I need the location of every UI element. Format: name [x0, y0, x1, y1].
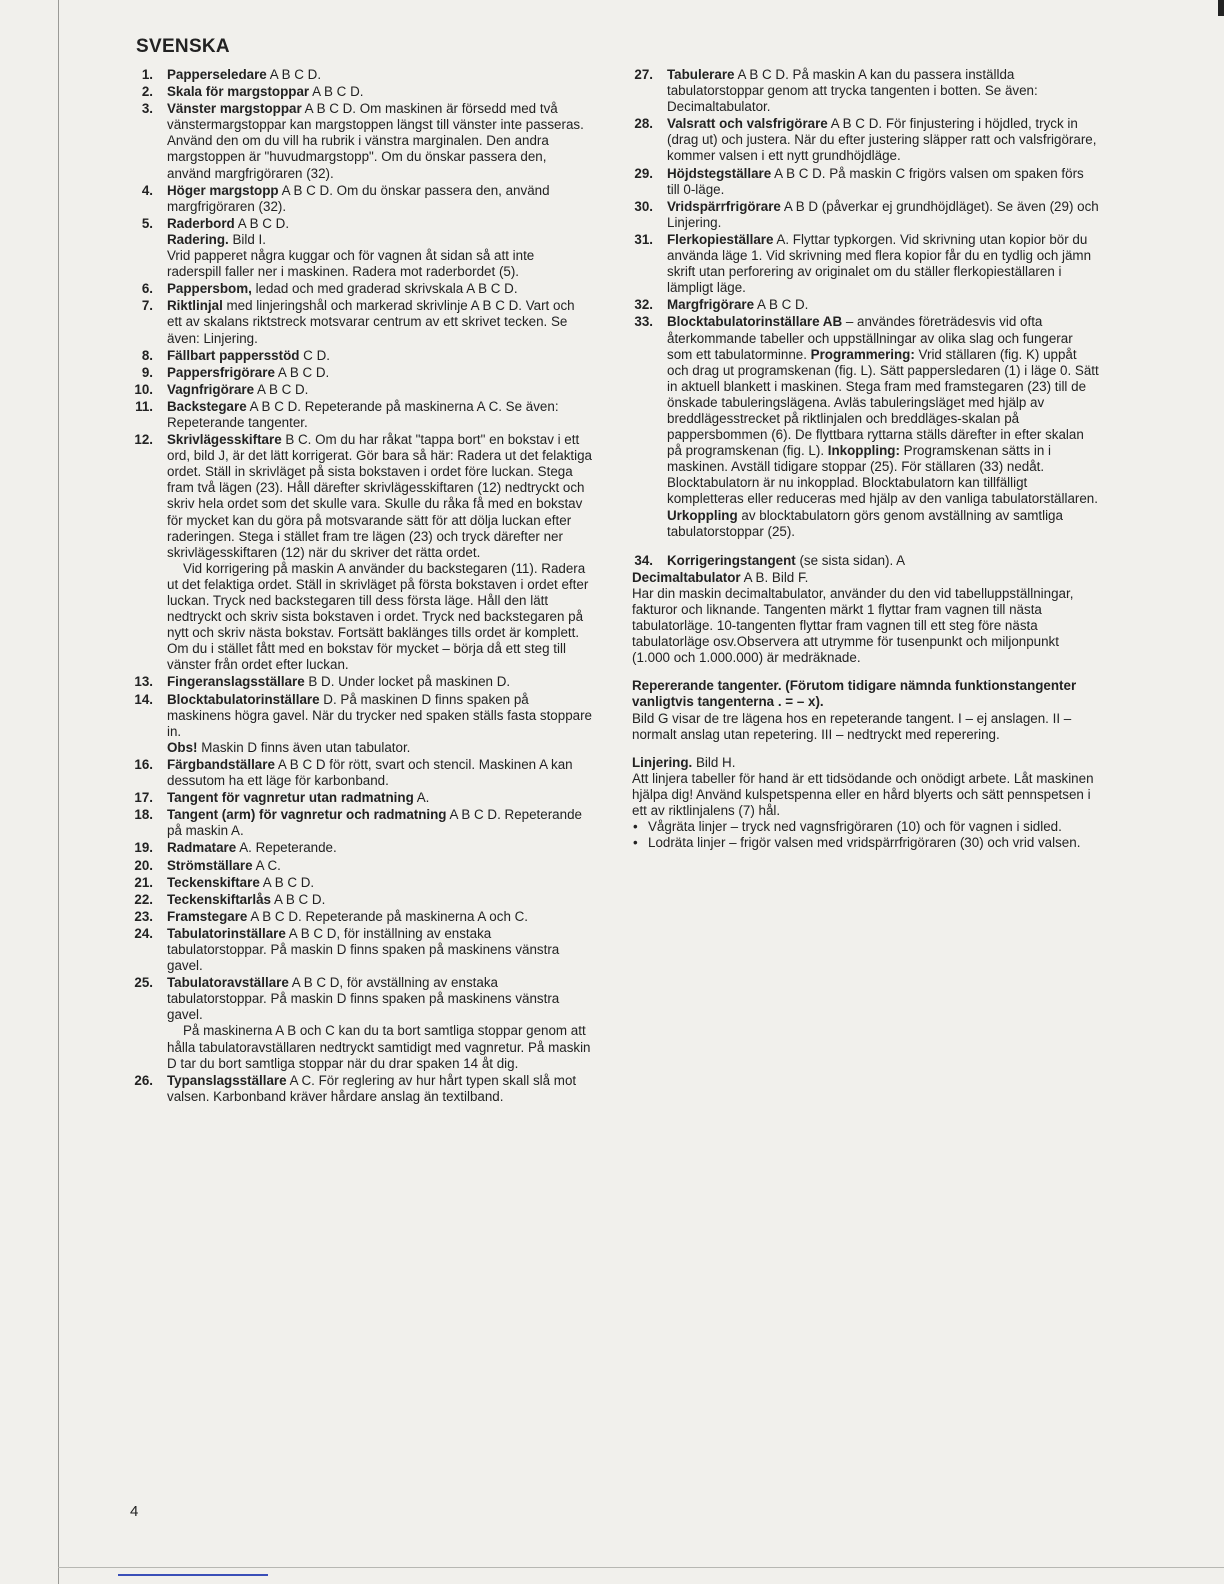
item-number: 22. [134, 891, 153, 907]
item-number: 9. [141, 364, 153, 380]
section-term: Linjering. [632, 754, 693, 770]
item-text: B C. Om du har råkat "tappa bort" en bokstav i ett ord, bild J, är det lätt korrigerat. Gör bara så här: Radera ut det felaktiga ordet. Ställ in skrivläget på sista bokstaven i ordet före luckan. Stega fram två lägen (23). Håll därefter skrivlägesskiftaren (12) nedtryckt och skriv hela ordet som det skulle vara. Skulle du råka få med en bokstav för mycket kan du göra på motsvarande sätt för att dölja luckan efter raderingen. Stega i stället fram tre lägen (23) och tryck därefter ner skrivlägesskiftaren (12) när du skriver det rätta ordet. [167, 432, 592, 560]
item-text: C D. [299, 347, 330, 363]
repeat-body: Bild G visar de tre lägena hos en repeterande tangent. I – ej anslagen. II – normalt anslag utan repetering. III – nedtryckt med reperering. [632, 710, 1072, 742]
item-term: Vänster margstoppar [167, 101, 302, 117]
item-term: Tangent för vagnretur utan radmatning [167, 790, 414, 806]
list-item [132, 183, 592, 215]
lining-body: Att linjera tabeller för hand är ett tidsödande och onödigt arbete. Låt maskinen hjälpa dig! Använd kulspetspenna eller en hård blyerts och sätt pennspetsen i ett av riktlinjalens (7) hål. [632, 770, 1094, 819]
item-number: 5. [141, 215, 153, 231]
indented-paragraph: Vid korrigering på maskin A använder du backstegaren (11). Radera ut det felaktiga ordet. Ställ in skrivläget på första bokstaven i ordet efter luckan. Tryck ned backstegaren till dess första läge. Håll den lätt nedtryckt och skriv sista bokstaven i ordet. Tryck ned backstegaren på nytt och skriv nästa bokstav. Fortsätt baklänges tills ordet är komplett. Om du i stället fått med en bokstav för mycket – börja då ett steg till vänster från ordet efter luckan. [167, 560, 589, 673]
scan-edge-left [58, 0, 59, 1584]
list-item [132, 216, 592, 280]
item-text: A B C D. [266, 67, 322, 82]
list-item [132, 67, 592, 83]
item-number: 24. [134, 925, 153, 941]
item-term: Raderbord [167, 215, 235, 231]
bullet-item [632, 819, 1100, 835]
item-text: A B C D. Repeterande på maskinerna A C. Se även: Repeterande tangenter. [167, 398, 559, 430]
item-number: 18. [134, 807, 153, 823]
list-item [632, 314, 1100, 539]
item-term: Pappersfrigörare [167, 364, 275, 380]
sub-term: Obs! [167, 739, 198, 755]
item-term: Inkoppling: [827, 443, 900, 459]
bullet-text: Lodräta linjer – frigör valsen med vridspärrfrigöraren (30) och vrid valsen. [648, 835, 1081, 851]
item-term: Höjdstegställare [667, 165, 772, 181]
item-term: Pappersbom, [167, 281, 252, 297]
item-number: 19. [134, 840, 153, 856]
item-number: 34. [634, 552, 653, 568]
item-text: med linjeringshål och markerad skrivlinje A B C D. Vart och ett av skalans riktstreck motsvarar centrum av ett skrivet tecken. Se även: Linjering. [167, 298, 575, 346]
item-number: 27. [634, 67, 653, 82]
item-text: av blocktabulatorn görs genom avställning av samtliga tabulatorstoppar (25). [667, 507, 1063, 539]
item-number: 31. [634, 231, 653, 247]
list-item [132, 674, 592, 690]
list-item [632, 166, 1100, 198]
item-text: A C. [252, 857, 281, 873]
item-number: 13. [134, 674, 153, 690]
item-text: ledad och med graderad skrivskala A B C D. [251, 281, 518, 297]
page-number: 4 [130, 1503, 139, 1520]
item-term: Flerkopieställare [667, 231, 774, 247]
item-term: Radmatare [167, 840, 237, 856]
item-number: 30. [634, 198, 653, 214]
item-term: Vagnfrigörare [167, 381, 255, 397]
list-item [132, 298, 592, 346]
list-item [132, 432, 592, 673]
item-term: Urkoppling [667, 507, 738, 523]
list-item [632, 232, 1100, 296]
item-term: Teckenskiftare [167, 874, 260, 890]
list-item [132, 348, 592, 364]
section-term: Decimaltabulator [632, 569, 741, 585]
item-text: A B C D. [234, 215, 290, 231]
list-item [132, 892, 592, 908]
sub-term: Radering. [167, 231, 229, 247]
item-number: 2. [141, 84, 153, 100]
list-item [632, 297, 1100, 313]
item-number: 21. [134, 874, 153, 890]
item-term: Tangent (arm) för vagnretur och radmatning [167, 807, 447, 823]
item-number: 4. [141, 182, 153, 198]
bullet-icon: • [633, 835, 638, 851]
page-edge-mark [1218, 0, 1224, 16]
decimal-body: Har din maskin decimaltabulator, använder du den vid tabelluppställningar, fakturor och liknande. Tangenten märkt 1 flyttar fram vagnen till nästa tabulatorläge. 10-tangenten flyttar fram vagnen till ett steg före nästa tabulatorläge osv.Observera att utrymme för tusenpunkt och miljonpunkt (1.000 och 1.000.000) är medräknade. [632, 585, 1074, 666]
item-number: 8. [141, 347, 153, 363]
item-text: B D. Under locket på maskinen D. [304, 674, 511, 690]
item-text: Programskenan sätts in i maskinen. Avställ tidigare stoppar (25). För ställaren (33) nedåt. Blocktabulatorn är nu inkopplad. Blocktabulatorn kan tillfälligt kompletteras eller reduceras med hjälp av den vanliga tabulatorställaren. [667, 443, 1098, 507]
item-text: A B C D. Om maskinen är försedd med två vänstermargstoppar kan margstoppen längst till vänster inte passeras. Använd den om du vill ha rubrik i vänstra marginalen. Den andra margstoppen är "huvudmargstopp". Om du önskar passera den, använd margfrigöraren (32). [167, 101, 584, 181]
item-number: 6. [141, 281, 153, 297]
item-text: A B C D. Om du önskar passera den, använd margfrigöraren (32). [167, 182, 550, 214]
list-item [632, 553, 1100, 569]
section-text: A B. Bild F. [740, 569, 809, 585]
list-item [132, 858, 592, 874]
decimal-section [632, 570, 1100, 586]
item-text: A. Repeterande. [236, 840, 337, 856]
item-term: Skala för margstoppar [167, 84, 310, 100]
item-text: A B C D. [270, 891, 326, 907]
item-term: Blocktabulatorinställare AB [667, 314, 843, 330]
item-term: Skrivlägesskiftare [167, 432, 282, 448]
item-text: A B C D. På maskin C frigörs valsen om spaken förs till 0-läge. [667, 165, 1084, 197]
list-item [132, 281, 592, 297]
item-term: Backstegare [167, 398, 247, 414]
list-item [132, 790, 592, 806]
item-text: A B C D för rött, svart och stencil. Maskinen A kan dessutom ha ett läge för karbonband. [167, 756, 573, 789]
list-item [132, 365, 592, 381]
scan-edge-bottom [58, 1567, 1224, 1568]
item-term: Valsratt och valsfrigörare [667, 116, 828, 132]
item-term: Margfrigörare [667, 297, 755, 313]
list-item [132, 909, 592, 925]
item-term: Tabulatoravställare [167, 975, 289, 991]
item-text: A B D (påverkar ej grundhöjdläget). Se även (29) och Linjering. [667, 198, 1099, 230]
item-number: 33. [634, 314, 653, 330]
item-text: Vrid ställaren (fig. K) uppåt och drag ut programskenan (fig. L). Sätt pappersledaren (1) i läge 0. Sätt in aktuell blankett i maskinen. Stega fram med framstegaren (23) till de önskade tabuleringslägena. Avläs tabuleringsläget med hjälp av breddlägesstrecket på riktlinjalen och breddläges-skalan på pappersbommen (6). De flyttbara ryttarna ställs därefter in efter skalan på programskenan (fig. L). [667, 346, 1099, 459]
list-item [132, 692, 592, 756]
item-number: 20. [134, 857, 153, 873]
sub-text: Maskin D finns även utan tabulator. [197, 739, 411, 755]
list-item [632, 199, 1100, 231]
item-number: 10. [134, 381, 153, 397]
indented-paragraph: På maskinerna A B och C kan du ta bort samtliga stoppar genom att hålla tabulatoravställaren nedtryckt samtidigt med vagnretur. På maskin D tar du bort samtliga stoppar när du drar spaken 14 åt dig. [167, 1023, 591, 1071]
item-text: A B C D, för avställning av enstaka tabulatorstoppar. På maskin D finns spaken på maskinens vänstra gavel. [167, 975, 560, 1023]
item-term: Fingeranslagsställare [167, 674, 305, 690]
item-term: Riktlinjal [167, 298, 223, 314]
sub-paragraph: Vrid papperet några kuggar och för vagnen åt sidan så att inte raderspill faller ner i maskinen. Radera mot raderbordet (5). [167, 248, 535, 280]
item-number: 32. [634, 297, 653, 313]
list-item [632, 67, 1100, 115]
item-number: 7. [141, 298, 153, 314]
list-item [132, 975, 592, 1072]
item-text: A B C D. Repeterande på maskin A. [167, 807, 582, 839]
item-number: 14. [134, 691, 153, 707]
list-item [132, 84, 592, 100]
item-number: 23. [134, 908, 153, 924]
item-number: 25. [134, 975, 153, 991]
item-term: Teckenskiftarlås [167, 891, 271, 907]
item-text: A B C D. [754, 297, 809, 313]
item-text: A B C D. [259, 874, 315, 890]
item-number: 26. [134, 1072, 153, 1088]
list-item [632, 116, 1100, 164]
item-number: 12. [134, 432, 153, 448]
list-item [132, 807, 592, 839]
item-text: A B C D, för inställning av enstaka tabulatorstoppar. På maskin D finns spaken på maskinens vänstra gavel. [167, 925, 560, 974]
item-text: A B C D. [274, 364, 330, 380]
item-text: A. [413, 790, 430, 806]
list-item [132, 840, 592, 856]
item-number: 1. [141, 67, 153, 82]
item-text: A B C D. [254, 381, 309, 397]
item-term: Fällbart pappersstöd [167, 347, 300, 363]
list-item [132, 399, 592, 431]
bullet-icon: • [633, 819, 638, 835]
item-term: Tabulerare [667, 67, 735, 82]
list-item [132, 101, 592, 181]
item-term: Korrigeringstangent [667, 552, 796, 568]
list-item [132, 926, 592, 974]
left-column [132, 67, 592, 1106]
repeat-heading: Repererande tangenter. (Förutom tidigare nämnda funktionstangenter vanligtvis tangenterna . = – x). [632, 678, 1077, 710]
item-term: Framstegare [167, 908, 248, 924]
bullet-text: Vågräta linjer – tryck ned vagnsfrigöraren (10) och för vagnen i sidled. [648, 819, 1062, 835]
item-text: A B C D. På maskin A kan du passera inställda tabulatorstoppar genom att trycka tangenten i botten. Se även: Decimaltabulator. [667, 67, 1038, 115]
item-number: 11. [135, 398, 153, 414]
item-term: Typanslagsställare [167, 1072, 287, 1088]
item-text: A. Flyttar typkorgen. Vid skrivning utan kopior bör du använda läge 1. Vid skrivning med flera kopior får du en tydlig och jämn skrift utan perforering av originalet om du ställer flerkopieställaren i lämpligt läge. [667, 231, 1092, 296]
item-number: 28. [634, 116, 653, 132]
item-text: A B C D. För finjustering i höjdled, tryck in (drag ut) och justera. När du efter justering släpper ratt och valsfrigörare, kommer valsen i ett nytt grundhöjdläge. [667, 116, 1097, 164]
list-item [132, 382, 592, 398]
item-term: Höger margstopp [167, 182, 279, 198]
item-text: A B C D. Repeterande på maskinerna A och C. [247, 908, 529, 924]
list-item [132, 1073, 592, 1105]
item-number: 17. [134, 790, 153, 806]
item-text: (se sista sidan). A [795, 552, 906, 568]
item-text: A C. För reglering av hur hårt typen skall slå mot valsen. Karbonband kräver hårdare anslag än textilband. [167, 1072, 577, 1104]
item-term: Vridspärrfrigörare [667, 198, 781, 214]
bullet-item [632, 835, 1100, 851]
item-number: 3. [141, 101, 153, 117]
scan-mark [118, 1574, 268, 1576]
right-column [632, 67, 1100, 851]
page-heading: SVENSKA [136, 36, 230, 57]
item-number: 16. [134, 756, 153, 772]
lining-section [632, 755, 1100, 771]
item-text: A B C D. [309, 84, 364, 100]
item-term: Strömställare [167, 857, 253, 873]
item-term: Programmering: [810, 346, 915, 362]
sub-text: Bild I. [228, 231, 266, 247]
section-text: Bild H. [692, 754, 736, 770]
item-text: – användes företrädesvis vid ofta återkommande tabeller och uppställningar av olika slag och fungerar som ett tabulatorminne. [667, 314, 1073, 362]
item-term: Blocktabulatorinställare [167, 691, 320, 707]
item-term: Papperseledare [167, 67, 267, 82]
item-term: Tabulatorinställare [167, 925, 286, 941]
list-item [132, 875, 592, 891]
list-item [132, 757, 592, 789]
item-text: D. På maskinen D finns spaken på maskinens högra gavel. När du trycker ned spaken ställs fasta stoppare in. [167, 691, 593, 739]
item-number: 29. [634, 165, 653, 181]
item-term: Färgbandställare [167, 756, 275, 772]
